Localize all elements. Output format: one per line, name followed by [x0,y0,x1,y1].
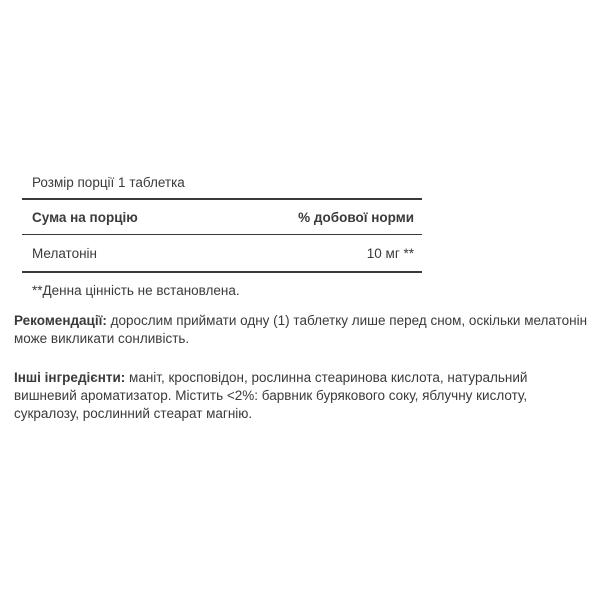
table-row [22,235,422,273]
other-ingredients-text: маніт, кросповідон, рослинна стеаринова кислота, натуральний вишневий ароматизатор. Містить <2%: барвник бурякового соку, яблучну кислоту, сукралозу, рослинний стеарат магнію. [14,370,528,421]
recommendations-label: Рекомендації: [14,313,107,328]
daily-value-header: % добової норми [298,209,414,225]
daily-value-footnote: **Денна цінність не встановлена. [32,283,240,298]
serving-size: Розмір порції 1 таблетка [22,168,422,200]
ingredient-amount: 10 мг ** [366,245,414,261]
ingredient-name: Мелатонін [32,245,97,261]
facts-header-row [22,200,422,235]
other-ingredients-label: Інші інгредієнти: [14,370,126,385]
recommendations-paragraph [14,312,590,348]
supplement-facts-table [22,168,422,299]
recommendations-text: дорослим приймати одну (1) таблетку лише перед сном, оскільки мелатонін може викликати сонливість. [14,313,588,346]
other-ingredients-paragraph [14,369,590,423]
amount-per-serving-header: Сума на порцію [32,209,138,225]
